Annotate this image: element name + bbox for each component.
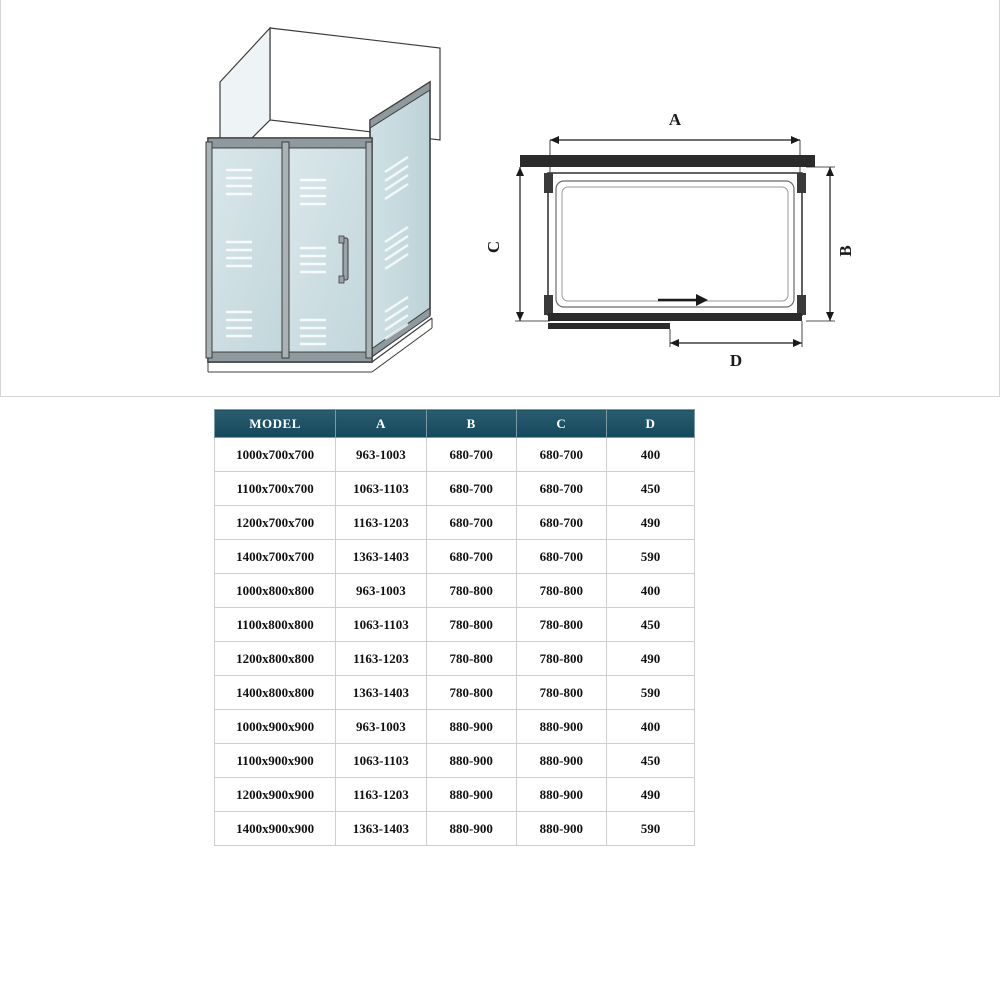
cell-c: 680-700 [516, 438, 606, 472]
table-row [215, 608, 695, 642]
table-row [215, 438, 695, 472]
cell-b: 780-800 [426, 676, 516, 710]
cell-b: 880-900 [426, 744, 516, 778]
cell-d: 450 [606, 608, 694, 642]
cell-a: 963-1003 [336, 438, 426, 472]
left-profile [206, 142, 212, 358]
cell-model: 1000x900x900 [215, 710, 336, 744]
sliding-door-leaf [548, 323, 670, 329]
cell-b: 680-700 [426, 438, 516, 472]
cell-c: 880-900 [516, 744, 606, 778]
cell-c: 780-800 [516, 608, 606, 642]
wall-bar [520, 155, 815, 167]
cell-d: 400 [606, 710, 694, 744]
cell-b: 680-700 [426, 540, 516, 574]
tray-inner-2 [562, 187, 788, 301]
profile-bottom-left [544, 295, 553, 315]
bottom-track [208, 352, 372, 362]
cell-model: 1400x900x900 [215, 812, 336, 846]
table-row [215, 744, 695, 778]
label-b: B [836, 245, 855, 257]
label-c: C [484, 240, 503, 254]
dimension-c [484, 167, 550, 321]
table-row [215, 540, 695, 574]
spec-table-wrap [214, 409, 695, 846]
header-b: B [426, 410, 516, 438]
cell-c: 680-700 [516, 472, 606, 506]
profile-bottom-right [797, 295, 806, 315]
cell-c: 780-800 [516, 676, 606, 710]
cell-model: 1100x900x900 [215, 744, 336, 778]
cell-b: 680-700 [426, 472, 516, 506]
label-a: A [668, 110, 682, 129]
center-profile [282, 142, 289, 358]
cell-b: 880-900 [426, 812, 516, 846]
cell-a: 1363-1403 [336, 812, 426, 846]
cell-c: 780-800 [516, 574, 606, 608]
cell-a: 1063-1103 [336, 472, 426, 506]
cell-b: 880-900 [426, 778, 516, 812]
cell-d: 590 [606, 540, 694, 574]
cell-d: 400 [606, 438, 694, 472]
sliding-door-glass [286, 148, 370, 352]
cell-d: 490 [606, 778, 694, 812]
cell-d: 490 [606, 642, 694, 676]
cell-model: 1100x800x800 [215, 608, 336, 642]
spec-table [214, 409, 695, 846]
header-model: MODEL [215, 410, 336, 438]
cell-a: 1163-1203 [336, 642, 426, 676]
cell-c: 880-900 [516, 710, 606, 744]
cell-b: 880-900 [426, 710, 516, 744]
cell-d: 450 [606, 472, 694, 506]
illustration-band [0, 0, 1000, 397]
table-row [215, 812, 695, 846]
cell-model: 1200x800x800 [215, 642, 336, 676]
profile-top-right [797, 173, 806, 193]
cell-model: 1000x800x800 [215, 574, 336, 608]
header-a: A [336, 410, 426, 438]
cell-c: 680-700 [516, 506, 606, 540]
top-track [208, 138, 372, 148]
table-row [215, 574, 695, 608]
cell-model: 1200x700x700 [215, 506, 336, 540]
cell-d: 590 [606, 812, 694, 846]
dimension-a [550, 110, 800, 180]
cell-a: 963-1003 [336, 710, 426, 744]
dimension-b [806, 167, 855, 321]
table-row [215, 506, 695, 540]
table-row [215, 472, 695, 506]
cell-b: 780-800 [426, 574, 516, 608]
cell-model: 1400x700x700 [215, 540, 336, 574]
header-d: D [606, 410, 694, 438]
cell-a: 1163-1203 [336, 778, 426, 812]
table-row [215, 778, 695, 812]
cell-c: 780-800 [516, 642, 606, 676]
front-rail [548, 313, 802, 321]
table-row [215, 710, 695, 744]
header-c: C [516, 410, 606, 438]
cell-model: 1200x900x900 [215, 778, 336, 812]
dimension-d [670, 321, 802, 370]
table-row [215, 676, 695, 710]
plan-view [470, 85, 870, 375]
cell-a: 1163-1203 [336, 506, 426, 540]
cell-model: 1000x700x700 [215, 438, 336, 472]
cell-c: 880-900 [516, 778, 606, 812]
cell-model: 1100x700x700 [215, 472, 336, 506]
cell-b: 780-800 [426, 608, 516, 642]
cell-model: 1400x800x800 [215, 676, 336, 710]
cell-a: 1363-1403 [336, 676, 426, 710]
cell-d: 590 [606, 676, 694, 710]
perspective-view [140, 20, 460, 390]
cell-c: 680-700 [516, 540, 606, 574]
cell-a: 963-1003 [336, 574, 426, 608]
cell-a: 1363-1403 [336, 540, 426, 574]
table-body [215, 438, 695, 846]
table-header-row [215, 410, 695, 438]
cell-b: 680-700 [426, 506, 516, 540]
cell-a: 1063-1103 [336, 608, 426, 642]
cell-d: 490 [606, 506, 694, 540]
cell-d: 450 [606, 744, 694, 778]
cell-d: 400 [606, 574, 694, 608]
cell-c: 880-900 [516, 812, 606, 846]
table-row [215, 642, 695, 676]
right-profile [366, 142, 372, 358]
label-d: D [729, 351, 743, 370]
cell-a: 1063-1103 [336, 744, 426, 778]
cell-b: 780-800 [426, 642, 516, 676]
profile-top-left [544, 173, 553, 193]
